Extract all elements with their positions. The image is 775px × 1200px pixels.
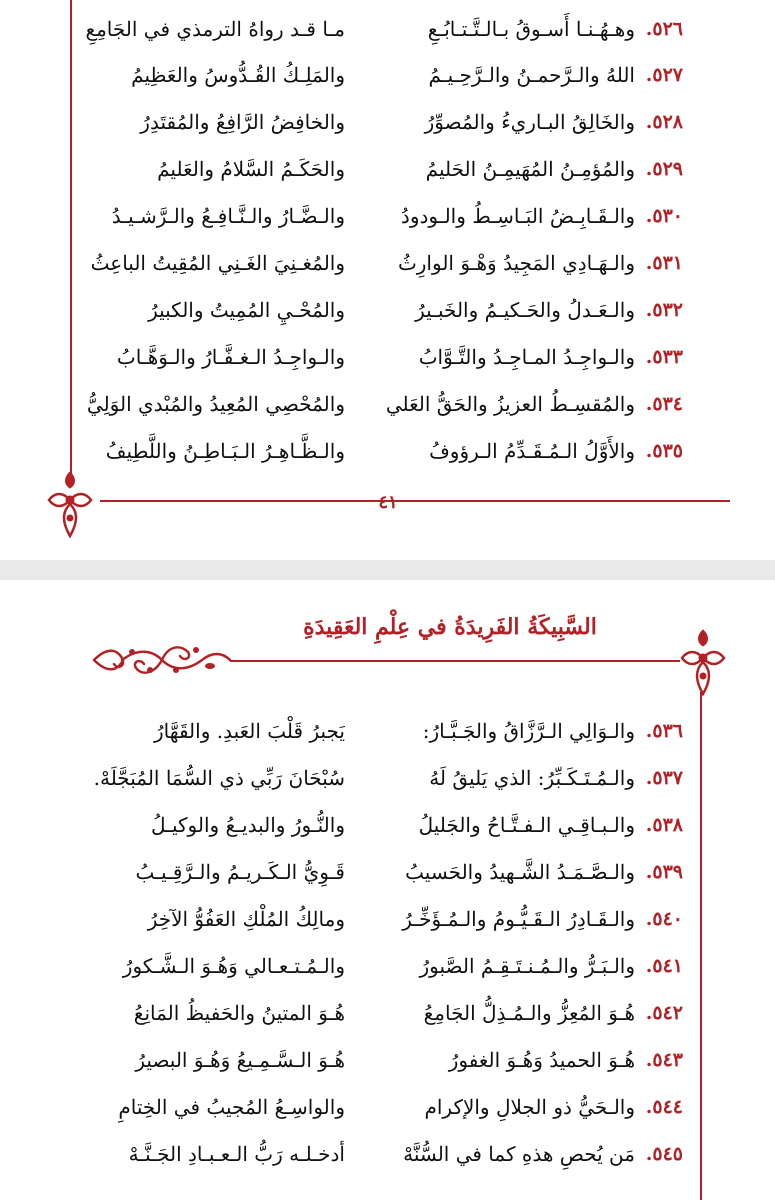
verse-number: ٥٤٣. xyxy=(645,1049,683,1071)
verse-number: ٥٣٦. xyxy=(645,720,683,742)
verse-second-hemistich: سُبْحَانَ رَبِّي ذي السُّمَا المُبَجَّلَهْ. xyxy=(93,766,345,790)
verse-527 xyxy=(0,52,775,98)
verse-number: ٥٣٢. xyxy=(645,299,683,321)
verse-541 xyxy=(0,943,775,989)
verse-537 xyxy=(0,755,775,801)
verse-543 xyxy=(0,1037,775,1083)
verse-second-hemistich: والحَكَـمُ السَّلامُ والعَليمُ xyxy=(157,157,345,181)
verse-538 xyxy=(0,802,775,848)
verse-second-hemistich: مـا قـد رواهُ الترمذي في الجَامِعِ xyxy=(85,17,345,41)
corner-ornament-icon xyxy=(678,628,728,696)
verse-second-hemistich: والمُحْـيِ المُمِيتُ والكبيرُ xyxy=(148,298,345,322)
verse-number: ٥٢٨. xyxy=(645,111,683,133)
verse-number: ٥٤٥. xyxy=(645,1143,683,1165)
verse-number: ٥٤٤. xyxy=(645,1096,683,1118)
verse-528 xyxy=(0,99,775,145)
verse-second-hemistich: هُـوَ الـسَّـمِـيعُ وَهُـوَ البصيرُ xyxy=(135,1048,345,1072)
verse-number: ٥٣١. xyxy=(645,252,683,274)
verse-second-hemistich: والـواجِـدُ الـغـفَّـارُ والـوَهَّـابُ xyxy=(116,345,345,369)
verse-first-hemistich: هُـوَ المُعِزُّ والـمُـذِلُّ الجَامِعُ xyxy=(423,1001,635,1025)
verse-532 xyxy=(0,287,775,333)
verse-second-hemistich: والمُغـنِيَ الغَـنِي المُقِيتُ الباعِثُ xyxy=(90,251,345,275)
floral-flourish-icon xyxy=(92,638,232,682)
verse-second-hemistich: والمَلِـكُ القُـدُّوسُ والعَظِيمُ xyxy=(131,63,345,87)
verse-first-hemistich: والـقَـادِرُ الـقَـيُّـومُ والـمُـؤَخِّـرُ xyxy=(402,907,635,931)
verse-first-hemistich: والمُؤمِـنُ المُهَيمِـنُ الحَليمُ xyxy=(425,157,635,181)
verse-number: ٥٣٨. xyxy=(645,814,683,836)
verse-first-hemistich: والـبـاقِـي الـفـتَّـاحُ والجَليلُ xyxy=(418,813,635,837)
verse-542 xyxy=(0,990,775,1036)
verse-number: ٥٢٧. xyxy=(645,64,683,86)
page-number: ٤١ xyxy=(378,492,398,513)
verse-second-hemistich: والـضَّـارُ والـنَّـافِـعُ والـرَّشـيـدُ xyxy=(111,204,345,228)
verse-first-hemistich: والأَوَّلُ الـمُـقَـدِّمُ الـرؤوفُ xyxy=(429,439,635,463)
verse-first-hemistich: والـواجِـدُ المـاجِـدُ والتَّـوَّابُ xyxy=(418,345,635,369)
verse-535 xyxy=(0,428,775,474)
footer-rule xyxy=(100,500,730,502)
verse-number: ٥٤٢. xyxy=(645,1002,683,1024)
verse-first-hemistich: مَن يُحصِ هذهِ كما في السُّنَّهْ xyxy=(403,1142,635,1166)
verse-531 xyxy=(0,240,775,286)
verse-first-hemistich: والـهَـادِي المَجِيدُ وَهْـوَ الوارِثُ xyxy=(397,251,635,275)
verse-first-hemistich: والـبَـرُّ والـمُـنـتَـقِـمُ الصَّبورُ xyxy=(419,954,635,978)
verse-526 xyxy=(0,6,775,52)
verse-539 xyxy=(0,849,775,895)
verse-number: ٥٢٦. xyxy=(645,18,683,40)
verse-second-hemistich: والواسِـعُ المُجيبُ في الخِتامِ xyxy=(118,1095,345,1119)
verse-second-hemistich: والـظَّـاهِـرُ الـبَـاطِـنُ واللَّطِيفُ xyxy=(105,439,345,463)
verse-first-hemistich: وهـهُـنـا أَسـوقُ بـالـتَّـتـابُـعِ xyxy=(427,17,635,41)
verse-first-hemistich: والـصَّـمَـدُ الشَّـهيدُ والحَسيبُ xyxy=(405,860,635,884)
corner-ornament-icon xyxy=(45,470,95,538)
verse-number: ٥٤١. xyxy=(645,955,683,977)
verse-530 xyxy=(0,193,775,239)
verse-second-hemistich: هُـوَ المتينُ والحَفيظُ المَانِعُ xyxy=(133,1001,345,1025)
verse-number: ٥٣٤. xyxy=(645,393,683,415)
verse-544 xyxy=(0,1084,775,1130)
verse-number: ٥٣٥. xyxy=(645,440,683,462)
verse-first-hemistich: والخَالِقُ البـاريءُ والمُصوِّرُ xyxy=(424,110,635,134)
verse-number: ٥٢٩. xyxy=(645,158,683,180)
verse-first-hemistich: والـقَـابِـضُ البَـاسِـطُ والـودودُ xyxy=(400,204,635,228)
verse-first-hemistich: اللهُ والـرَّحمـنُ والـرَّحِـيـمُ xyxy=(428,63,635,87)
verse-number: ٥٤٠. xyxy=(645,908,683,930)
verse-number: ٥٣٣. xyxy=(645,346,683,368)
verse-first-hemistich: والـمُـتَـكَـبِّرُ: الذي يَليقُ لَهُ xyxy=(429,766,635,790)
verse-second-hemistich: أدخـلـه رَبُّ الـعـبـادِ الجَـنَّـهْ xyxy=(128,1142,345,1166)
verse-second-hemistich: قَـوِيُّ الـكَـريـمُ والـرَّقِـيـبُ xyxy=(135,860,345,884)
verse-second-hemistich: يَجبرُ قَلْبَ العَبدِ. والقَهَّارُ xyxy=(153,719,345,743)
verse-second-hemistich: والـمُـتـعـالي وَهُـوَ الـشَّـكورُ xyxy=(122,954,345,978)
verse-first-hemistich: والـوَالِي الـرَّزَّاقُ والجَـبَّـارُ: xyxy=(422,719,635,743)
header-rule xyxy=(230,660,680,662)
bottom-page xyxy=(0,580,775,1200)
verse-first-hemistich: والـعَـدلُ والحَـكيـمُ والخَبـيرُ xyxy=(415,298,635,322)
verse-540 xyxy=(0,896,775,942)
verse-first-hemistich: هُـوَ الحميدُ وَهُـوَ الغفورُ xyxy=(448,1048,635,1072)
top-page xyxy=(0,0,775,560)
book-title-header: السَّبِيكَةُ الفَرِيدَةُ في عِلْمِ العَقِيدَةِ xyxy=(303,614,597,640)
verse-number: ٥٣٩. xyxy=(645,861,683,883)
verse-533 xyxy=(0,334,775,380)
verse-534 xyxy=(0,381,775,427)
verse-second-hemistich: والمُحْصِي المُعِيدُ والمُبْدي الوَلِيُّ xyxy=(86,392,345,416)
verse-545 xyxy=(0,1131,775,1177)
verse-536 xyxy=(0,708,775,754)
verse-529 xyxy=(0,146,775,192)
verse-second-hemistich: والخافِضُ الرَّافِعُ والمُقتَدِرُ xyxy=(140,110,345,134)
verse-first-hemistich: والمُقسِـطُ العزيزُ والحَقُّ العَلي xyxy=(385,392,635,416)
verse-number: ٥٣٠. xyxy=(645,205,683,227)
verse-first-hemistich: والـحَيُّ ذو الجلالِ والإكرام xyxy=(424,1095,635,1119)
verse-number: ٥٣٧. xyxy=(645,767,683,789)
verse-second-hemistich: ومالِكُ المُلْكِ العَفُوُّ الآخِرُ xyxy=(147,907,345,931)
verse-second-hemistich: والنُّـورُ والبديـعُ والوكيـلُ xyxy=(150,813,345,837)
